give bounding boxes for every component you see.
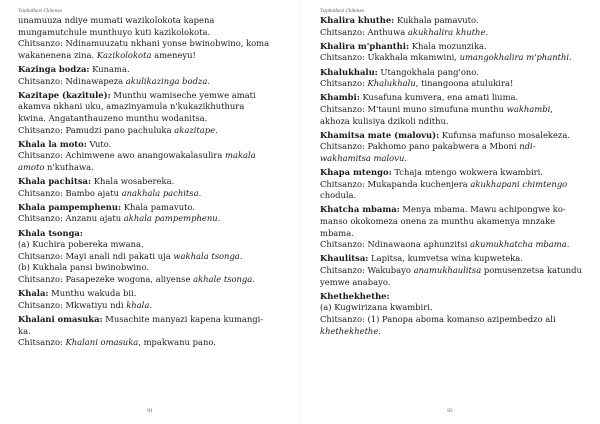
entry-example: [18, 262, 270, 274]
dictionary-entry: [18, 314, 270, 349]
entry-definition: [320, 92, 582, 104]
entry-text: Chitsanzo: Bambo ajatu: [18, 187, 122, 198]
example-phrase: akazitape: [174, 124, 216, 135]
entry-definition: [320, 67, 582, 79]
entry-definition: [18, 139, 270, 151]
entry-text: Vuto.: [86, 138, 112, 149]
example-phrase: anamukhaulitsa: [413, 265, 482, 276]
entry-example: [18, 337, 270, 349]
dictionary-entry: [320, 92, 582, 127]
entry-example: [320, 265, 582, 288]
entry-text: Kunama.: [89, 63, 130, 74]
example-phrase: Khalani omasuka: [65, 337, 139, 348]
dictionary-entry: [18, 228, 270, 286]
example-phrase: akukhapani chimtengo: [470, 178, 568, 189]
entry-definition: [320, 41, 582, 53]
entry-text: (b) Kukhala pansi bwinobwino.: [18, 262, 150, 273]
entry-definition: [18, 15, 270, 38]
dictionary-entries: [320, 15, 582, 337]
entry-text: Chitsanzo: Ndinawapeza: [18, 75, 126, 86]
entry-example: [18, 251, 270, 263]
entry-example: [18, 38, 270, 61]
dictionary-entry: [320, 41, 582, 64]
entry-example: [18, 188, 270, 200]
example-phrase: akhale tsonga: [193, 274, 253, 285]
entry-text: pomusenzetsa katundu yemwe anabayo.: [320, 265, 582, 287]
entry-example: [18, 213, 270, 225]
entry-example: [320, 141, 582, 164]
dictionary-entry: [18, 15, 270, 61]
entry-definition: [18, 202, 270, 214]
entry-text: .: [198, 187, 202, 198]
entry-example: [18, 150, 270, 173]
entry-text: .: [149, 299, 153, 310]
headword: Kazitape (kazitule):: [18, 89, 111, 100]
example-phrase: akumukhatcha mbama: [470, 239, 567, 250]
entry-text: .: [252, 274, 255, 285]
entry-text: , mpakwanu pano.: [138, 337, 216, 348]
entry-text: Kusafuna kumvera, ena amati liuma.: [359, 92, 519, 103]
headword: Khalukhalu:: [320, 66, 378, 77]
entry-definition: [320, 15, 582, 27]
entry-text: .: [404, 152, 408, 163]
headword: Khatcha mbama:: [320, 204, 400, 215]
dictionary-entry: [18, 139, 270, 174]
entry-example: [320, 78, 582, 90]
example-phrase: makala amoto: [18, 150, 256, 172]
dictionary-entry: [18, 64, 270, 87]
entry-definition: [18, 176, 270, 188]
entry-text: .: [207, 75, 211, 86]
entry-text: Chitsanzo: Pasapezeke wogona, aliyense: [18, 274, 194, 285]
entry-text: Chitsanzo: Anthuwa: [320, 26, 408, 37]
dictionary-entries: [18, 15, 270, 349]
dictionary-entry: [320, 167, 582, 202]
page-number: 92: [447, 409, 453, 414]
entry-text: , akhoza kulisiya dzikoli ndithu.: [320, 103, 553, 126]
entry-text: Chitsanzo: M'tauni muno simufuna munthu: [320, 103, 507, 114]
entry-definition: [320, 253, 582, 265]
entry-text: .: [566, 239, 570, 250]
headword: Khambi:: [320, 92, 360, 103]
headword: Khapa mtengo:: [320, 167, 392, 178]
dictionary-entry: [320, 204, 582, 250]
entry-text: , tinangoona atulukira!: [415, 78, 514, 89]
example-phrase: wakhambi: [506, 103, 551, 114]
entry-text: .: [215, 124, 218, 135]
entry-text: Chitsanzo: (1) Panopa aboma komanso azipembedzo ali: [320, 314, 556, 324]
entry-text: Menya mbama. Mawu achipongwe ko-manso okokomeza onena za munthu akamenya mnzake mbama.: [320, 204, 566, 238]
headword: Khala tsonga:: [18, 227, 83, 238]
entry-text: Khala wosabereka.: [91, 176, 175, 187]
entry-text: .: [378, 325, 381, 336]
entry-example: [18, 274, 270, 286]
entry-text: .: [485, 26, 489, 37]
entry-text: Chitsanzo: Mayi anali ndi pakati uja: [18, 250, 174, 261]
dictionary-entry: [18, 288, 270, 311]
entry-text: .: [217, 213, 221, 224]
headword: Khala la moto:: [18, 138, 87, 149]
headword: Khaulitsa:: [320, 253, 369, 264]
entry-text: Chitsanzo: Ndinamuuzatu nkhani yonse bwinobwino, koma wakanenena zina.: [18, 38, 270, 60]
entry-text: Chitsanzo: Pamudzi pano pachuluka: [18, 124, 175, 135]
headword: Khala pachitsa:: [18, 176, 92, 187]
headword: Khalira m'phanthi:: [320, 40, 410, 51]
running-head: Tsiphathezi Chilenso: [320, 8, 365, 13]
entry-text: Utangokhala pang'ono.: [377, 66, 479, 77]
entry-definition: [18, 90, 270, 125]
dictionary-entry: [320, 253, 582, 288]
entry-example: [320, 27, 582, 39]
entry-text: .: [569, 52, 572, 63]
entry-definition: [18, 288, 270, 300]
entry-text: Khala mozunzika.: [409, 40, 487, 51]
page-number: 91: [147, 409, 153, 414]
entry-text: Lapitsa, kumvetsa wina kupweteka.: [368, 253, 523, 264]
entry-text: Chitsanzo: Ndinawaona aphunzitsi: [320, 239, 471, 250]
example-phrase: akhala pampemphenu: [123, 213, 218, 224]
example-phrase: wakhala tsonga: [173, 250, 240, 261]
example-phrase: anakhala pachitsa: [121, 187, 199, 198]
entry-example: [320, 314, 582, 337]
entry-text: Chitsanzo:: [320, 78, 368, 89]
entry-definition: [18, 64, 270, 76]
entry-example: [18, 300, 270, 312]
entry-text: (a) Kuchira pobereka mwana.: [18, 239, 144, 250]
entry-text: Khala pamavuto.: [121, 201, 196, 212]
dictionary-entry: [18, 90, 270, 136]
entry-text: n'kuthawa.: [44, 161, 94, 172]
entry-example: [320, 239, 582, 251]
dictionary-entry: [320, 291, 582, 337]
headword: Khalani omasuka:: [18, 314, 103, 324]
example-phrase: akulikazinga bodza: [125, 75, 208, 86]
entry-text: chodula.: [320, 190, 357, 201]
entry-text: (a) Kugwirizana kwambiri.: [320, 302, 433, 313]
entry-text: Kufunsa mafunso mosalekeza.: [439, 129, 571, 140]
dictionary-entry: [18, 202, 270, 225]
entry-text: Musachite manyazi kapena kumangi-ka.: [18, 314, 264, 336]
entry-text: unamuuza ndiye mumati wazikolokota kapena mungamutchule munthuyo kuti kazikolokota.: [18, 15, 215, 37]
entry-definition: [18, 314, 270, 337]
entry-text: Chitsanzo: Wakubayo: [320, 265, 414, 276]
entry-text: ameneyu!: [151, 49, 196, 60]
headword: Khalira khuthe:: [320, 15, 395, 25]
entry-example: [320, 179, 582, 202]
example-phrase: ndi-wakhamitsa malovu: [320, 141, 536, 163]
entry-text: Chitsanzo: Pakhomo pano pakabwera a Mboni: [320, 141, 520, 152]
example-phrase: akukhalira khuthe: [407, 26, 486, 37]
headword: Khamitsa mate (malovu):: [320, 129, 440, 140]
entry-text: Chitsanzo: Anzanu ajatu: [18, 213, 124, 224]
entry-definition: [320, 167, 582, 179]
entry-text: .: [239, 250, 243, 261]
entry-text: Kukhala pamavuto.: [394, 15, 479, 25]
dictionary-entry: [320, 130, 582, 165]
entry-definition: [320, 291, 582, 303]
entry-example: [320, 52, 582, 64]
entry-text: Chitsanzo:: [18, 337, 66, 348]
example-phrase: Khalukhalu: [367, 78, 416, 89]
running-head: Tsiphathezi Chilenso: [18, 8, 63, 13]
headword: Khala pampemphenu:: [18, 201, 122, 212]
entry-example: [18, 76, 270, 88]
entry-text: Munthu wakuda bii.: [48, 288, 137, 299]
example-phrase: khala: [126, 299, 150, 310]
entry-text: Chitsanzo: Mkwatiyu ndi: [18, 299, 127, 310]
entry-text: Chitsanzo: Ukakhala mkamwini,: [320, 52, 460, 63]
dictionary-entry: [18, 176, 270, 199]
dictionary-entry: [320, 67, 582, 90]
entry-definition: [320, 130, 582, 142]
dictionary-entry: [320, 15, 582, 38]
entry-definition: [320, 204, 582, 239]
headword: Khethekhethe:: [320, 290, 390, 301]
entry-text: Tchaja mtengo wokwera kwambiri.: [391, 167, 543, 178]
headword: Kazinga bodza:: [18, 63, 90, 74]
example-phrase: khethekhethe: [320, 325, 379, 336]
entry-text: Chitsanzo: Mukapanda kuchenjera: [320, 178, 471, 189]
entry-example: [320, 302, 582, 314]
entry-example: [18, 239, 270, 251]
entry-definition: [18, 228, 270, 240]
entry-example: [320, 104, 582, 127]
entry-text: Munthu wamiseche yemwe amati akamva nkhani uku, amazinyamula n'kukazikhuthura kwina. Angatanthauzeno munthu wodanitsa.: [18, 89, 256, 123]
entry-text: Chitsanzo: Achimwene awo anangowakalasulira: [18, 150, 226, 161]
right-page: [300, 0, 600, 424]
example-phrase: Kazikolokota: [96, 49, 152, 60]
headword: Khala:: [18, 288, 49, 299]
example-phrase: umangokhalira m'phanthi: [459, 52, 570, 63]
entry-example: [18, 125, 270, 137]
